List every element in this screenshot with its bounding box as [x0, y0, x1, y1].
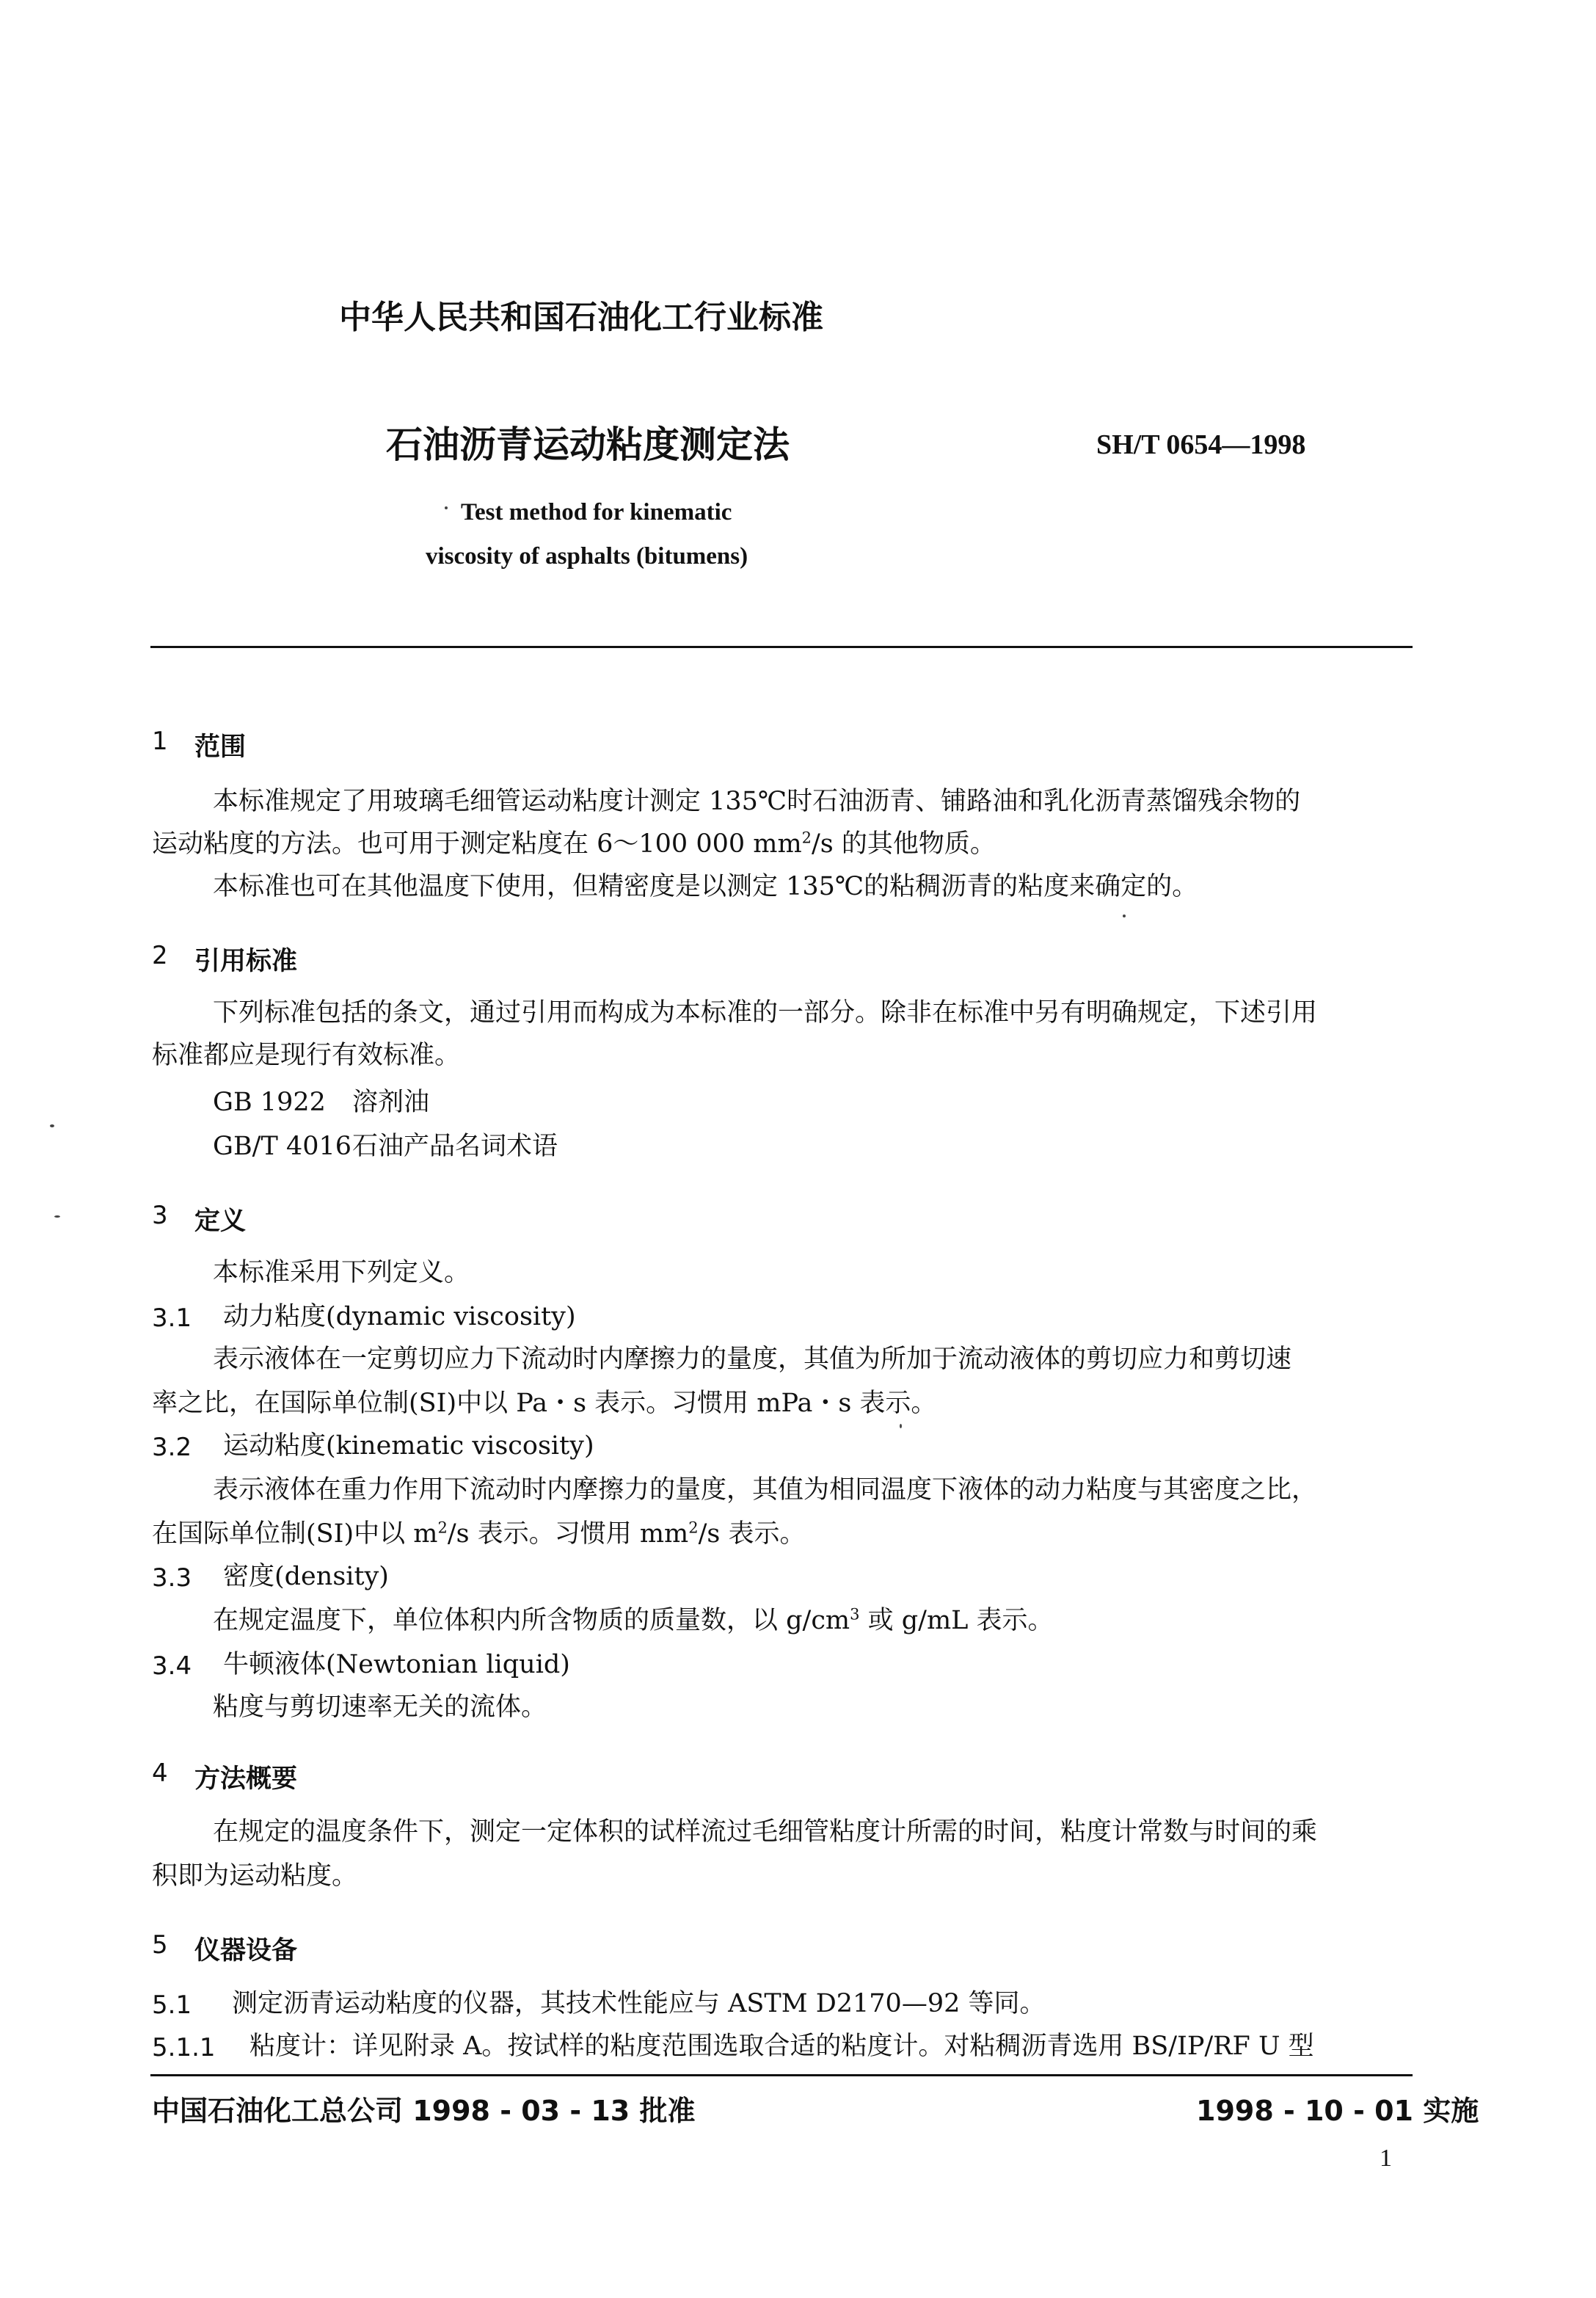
standard-code: SH/T 0654—1998	[1096, 429, 1306, 460]
definition-3-3-term: 密度(density)	[223, 1562, 389, 1591]
definition-3-2-number: 3.2	[152, 1433, 192, 1462]
page-number: 1	[1380, 2145, 1392, 2172]
title-en-line2: viscosity of asphalts (bitumens)	[426, 543, 748, 570]
definition-3-1-line-1: 表示液体在一定剪切应力下流动时内摩擦力的量度，其值为所加于流动液体的剪切应力和剪切速	[213, 1345, 1292, 1374]
definition-3-1-line-2: 率之比，在国际单位制(SI)中以 Pa・s 表示。习惯用 mPa・s 表示。	[152, 1389, 937, 1418]
s4-paragraph-line-1: 在规定的温度条件下，测定一定体积的试样流过毛细管粘度计所需的时间，粘度计常数与时间的乘	[213, 1817, 1318, 1847]
title-cn: 石油沥青运动粘度测定法	[386, 423, 790, 466]
section-2-number: 2	[152, 941, 168, 970]
section-5-title: 仪器设备	[194, 1936, 298, 1966]
clause-5-1-1-text: 粘度计：详见附录 A。按试样的粘度范围选取合适的粘度计。对粘稠沥青选用 BS/IP/RF U 型	[249, 2032, 1314, 2061]
clause-5-1-1-number: 5.1.1	[152, 2033, 216, 2062]
definition-3-3-number: 3.3	[152, 1563, 192, 1593]
section-3-title: 定义	[194, 1207, 247, 1236]
s2-paragraph-line-2: 标准都应是现行有效标准。	[152, 1041, 461, 1070]
scan-speck	[1123, 915, 1126, 917]
section-1-number: 1	[152, 727, 168, 756]
footer-divider	[150, 2074, 1413, 2076]
standard-category: 中华人民共和国石油化工行业标准	[339, 299, 823, 336]
reference-name: 石油产品名词术语	[352, 1132, 558, 1161]
definition-3-3-line-1: 在规定温度下，单位体积内所含物质的质量数，以 $g/cm^3$ 或 g/mL 表示。	[213, 1605, 1054, 1635]
title-en-line1: Test method for kinematic	[461, 499, 732, 526]
definition-3-1-number: 3.1	[152, 1303, 192, 1333]
section-5-number: 5	[152, 1930, 168, 1960]
clause-5-1-text: 测定沥青运动粘度的仪器，其技术性能应与 ASTM D2170—92 等同。	[232, 1989, 1046, 2018]
reference-code: GB/T 4016	[213, 1132, 352, 1161]
s3-intro: 本标准采用下列定义。	[213, 1258, 470, 1287]
section-4-number: 4	[152, 1759, 168, 1788]
scan-speck	[445, 506, 448, 509]
s2-paragraph-line-1: 下列标准包括的条文，通过引用而构成为本标准的一部分。除非在标准中另有明确规定，下述引用	[213, 998, 1318, 1028]
definition-3-4-number: 3.4	[152, 1651, 192, 1681]
definition-3-4-line-1: 粘度与剪切速率无关的流体。	[213, 1692, 547, 1722]
header-divider	[150, 646, 1413, 648]
definition-3-1-term: 动力粘度(dynamic viscosity)	[223, 1302, 576, 1331]
section-1-title: 范围	[194, 732, 247, 762]
scan-speck	[54, 1215, 60, 1218]
approval-info: 中国石油化工总公司 1998 - 03 - 13 批准	[152, 2095, 696, 2127]
s1-paragraph-1-line-2: 运动粘度的方法。也可用于测定粘度在 6～100 000 $mm^2/s$ 的其他物质。	[152, 829, 996, 859]
clause-5-1-number: 5.1	[152, 1990, 192, 2020]
definition-3-4-term: 牛顿液体(Newtonian liquid)	[223, 1650, 570, 1679]
reference-code: GB 1922	[213, 1088, 326, 1117]
scan-speck	[900, 1424, 902, 1428]
scan-speck	[50, 1124, 54, 1127]
section-4-title: 方法概要	[194, 1764, 298, 1794]
s4-paragraph-line-2: 积即为运动粘度。	[152, 1861, 358, 1891]
definition-3-2-term: 运动粘度(kinematic viscosity)	[223, 1431, 594, 1461]
s1-paragraph-1-line-1: 本标准规定了用玻璃毛细管运动粘度计测定 135℃时石油沥青、铺路油和乳化沥青蒸馏残余物的	[213, 787, 1301, 816]
section-2-title: 引用标准	[194, 947, 298, 976]
effective-date: 1998 - 10 - 01 实施	[1196, 2095, 1479, 2127]
reference-name: 溶剂油	[352, 1088, 430, 1117]
definition-3-2-line-1: 表示液体在重力作用下流动时内摩擦力的量度，其值为相同温度下液体的动力粘度与其密度之比，	[213, 1475, 1318, 1505]
s1-paragraph-2: 本标准也可在其他温度下使用，但精密度是以测定 135℃的粘稠沥青的粘度来确定的。	[213, 872, 1198, 901]
definition-3-2-line-2: 在国际单位制(SI)中以 $m^2/s$ 表示。习惯用 $mm^2/s$ 表示。	[152, 1519, 806, 1549]
section-3-number: 3	[152, 1201, 168, 1230]
